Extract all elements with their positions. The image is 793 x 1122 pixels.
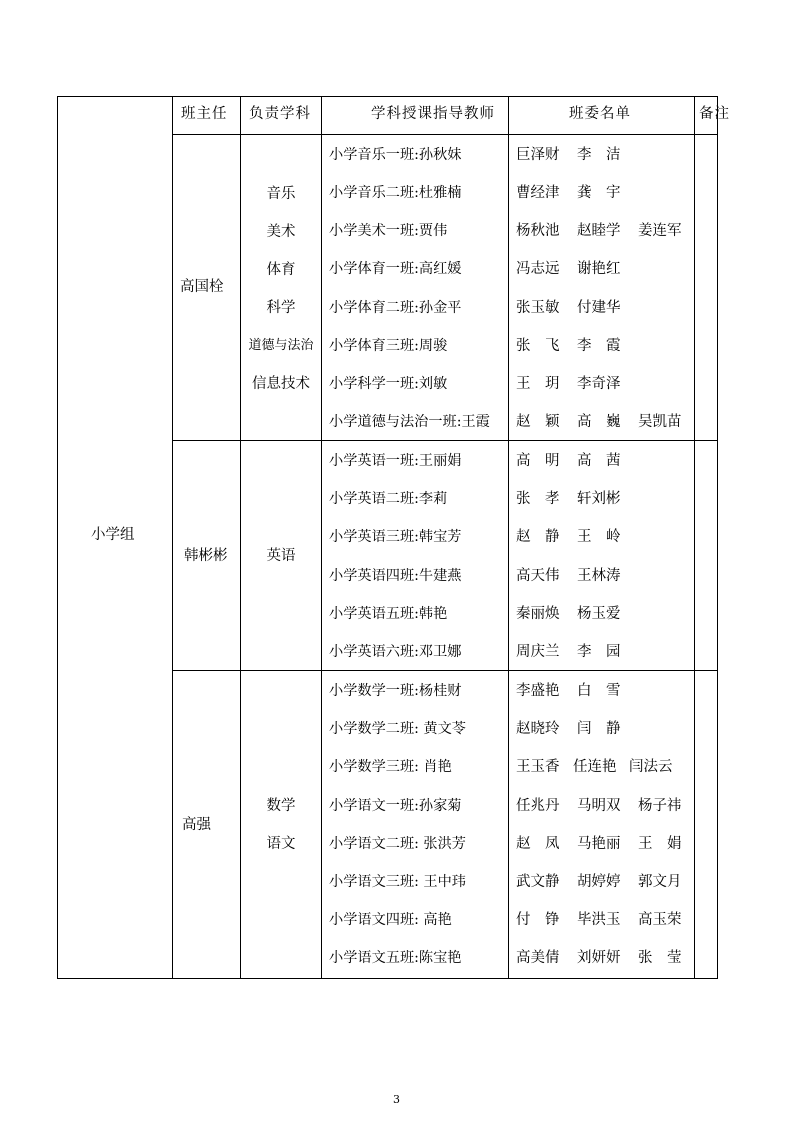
committee-member: 毕洪玉 [577,912,621,928]
committee-member: 冯志远 [516,261,560,277]
committee-member: 高 巍 [577,414,621,430]
committee-member: 马艳丽 [577,836,621,852]
homeroom-teacher: 韩彬彬 [184,548,228,564]
group-label: 小学组 [91,527,135,543]
teacher-assignment: 小学体育三班:周骏 [329,338,448,354]
page-number: 3 [393,1093,400,1106]
homeroom-teacher: 高强 [182,817,211,833]
subject-label: 体育 [266,262,296,278]
teacher-assignment: 小学体育二班:孙金平 [329,300,462,316]
committee-member: 轩刘彬 [577,491,621,507]
committee-member: 张玉敏 [516,300,560,316]
teacher-assignment: 小学英语六班:邓卫娜 [329,644,462,660]
teacher-assignment: 小学语文四班: 高艳 [329,912,452,928]
teacher-assignment: 小学语文二班: 张洪芳 [329,836,466,852]
committee-member: 闫 静 [577,721,621,737]
committee-member: 王 玥 [516,376,560,392]
section-divider-1 [172,440,718,441]
committee-member: 赵 凤 [516,836,560,852]
teacher-assignment: 小学道德与法治一班:王霞 [329,414,490,430]
header-teachers: 学科授课指导教师 [371,106,495,122]
committee-member: 李 霞 [577,338,621,354]
committee-member: 杨子祎 [638,798,682,814]
teacher-assignment: 小学数学一班:杨桂财 [329,683,462,699]
col-divider-3 [321,96,322,979]
teacher-assignment: 小学英语五班:韩艳 [329,606,448,622]
col-divider-4 [508,96,509,979]
committee-member: 高 茜 [577,453,621,469]
committee-member: 杨玉爱 [577,606,621,622]
committee-member: 吴凯苗 [638,414,682,430]
committee-member: 高 明 [516,453,560,469]
header-homeroom: 班主任 [181,106,228,122]
committee-member: 李盛艳 [516,683,560,699]
committee-member: 谢艳红 [577,261,621,277]
subject-label: 英语 [266,548,296,564]
header-subjects: 负责学科 [249,106,311,122]
committee-member: 刘妍妍 [577,950,621,966]
committee-member: 赵睦学 [577,223,621,239]
teacher-assignment: 小学数学三班: 肖艳 [329,759,452,775]
subject-label: 道德与法治 [248,338,314,353]
header-committee: 班委名单 [569,106,631,122]
header-divider [172,134,718,135]
subject-label: 音乐 [266,186,296,202]
committee-member: 高天伟 [516,568,560,584]
committee-member: 巨泽财 [516,147,560,163]
committee-member: 王林涛 [577,568,621,584]
committee-member: 王 娟 [638,836,682,852]
committee-member: 付建华 [577,300,621,316]
table-border-right [717,96,718,979]
committee-member: 张 莹 [638,950,682,966]
teacher-assignment: 小学体育一班:高红媛 [329,261,462,277]
committee-member: 胡婷婷 [577,874,621,890]
committee-member: 王玉香 [516,759,560,775]
committee-member: 任连艳 [573,759,617,775]
committee-member: 秦丽焕 [516,606,560,622]
committee-member: 李 洁 [577,147,621,163]
committee-member: 付 铮 [516,912,560,928]
committee-member: 张 孝 [516,491,560,507]
subject-label: 信息技术 [252,376,310,392]
teacher-assignment: 小学英语二班:李莉 [329,491,448,507]
committee-member: 任兆丹 [516,798,560,814]
table-border-left [57,96,58,979]
col-divider-5 [694,96,695,979]
table-border-bottom [57,978,718,979]
committee-member: 白 雪 [577,683,621,699]
committee-member: 武文静 [516,874,560,890]
col-divider-1 [172,96,173,979]
committee-member: 曹经津 [516,185,560,201]
teacher-assignment: 小学英语一班:王丽娟 [329,453,462,469]
committee-member: 周庆兰 [516,644,560,660]
header-notes: 备注 [699,106,730,122]
teacher-assignment: 小学数学二班: 黄文苓 [329,721,466,737]
subject-label: 科学 [266,300,296,316]
committee-member: 郭文月 [638,874,682,890]
subject-label: 数学 [266,798,296,814]
committee-member: 马明双 [577,798,621,814]
section-divider-2 [172,670,718,671]
subject-label: 美术 [266,224,296,240]
committee-member: 张 飞 [516,338,560,354]
committee-member: 高玉荣 [638,912,682,928]
committee-member: 赵 静 [516,529,560,545]
committee-member: 杨秋池 [516,223,560,239]
committee-member: 赵晓玲 [516,721,560,737]
committee-member: 高美倩 [516,950,560,966]
teacher-assignment: 小学音乐二班:杜雅楠 [329,185,462,201]
committee-member: 闫法云 [629,759,673,775]
teacher-assignment: 小学语文三班: 王中玮 [329,874,466,890]
teacher-assignment: 小学语文五班:陈宝艳 [329,950,462,966]
committee-member: 李奇泽 [577,376,621,392]
teacher-assignment: 小学英语三班:韩宝芳 [329,529,462,545]
teacher-assignment: 小学英语四班:牛建燕 [329,568,462,584]
committee-member: 王 岭 [577,529,621,545]
committee-member: 赵 颖 [516,414,560,430]
subject-label: 语文 [266,836,296,852]
table-border-top [57,96,718,97]
teacher-assignment: 小学语文一班:孙家菊 [329,798,462,814]
committee-member: 姜连军 [638,223,682,239]
committee-member: 龚 宇 [577,185,621,201]
committee-member: 李 园 [577,644,621,660]
teacher-assignment: 小学科学一班:刘敏 [329,376,448,392]
teacher-assignment: 小学音乐一班:孙秋妹 [329,147,462,163]
homeroom-teacher: 高国栓 [180,279,224,295]
roster-table [57,96,730,979]
teacher-assignment: 小学美术一班:贾伟 [329,223,448,239]
